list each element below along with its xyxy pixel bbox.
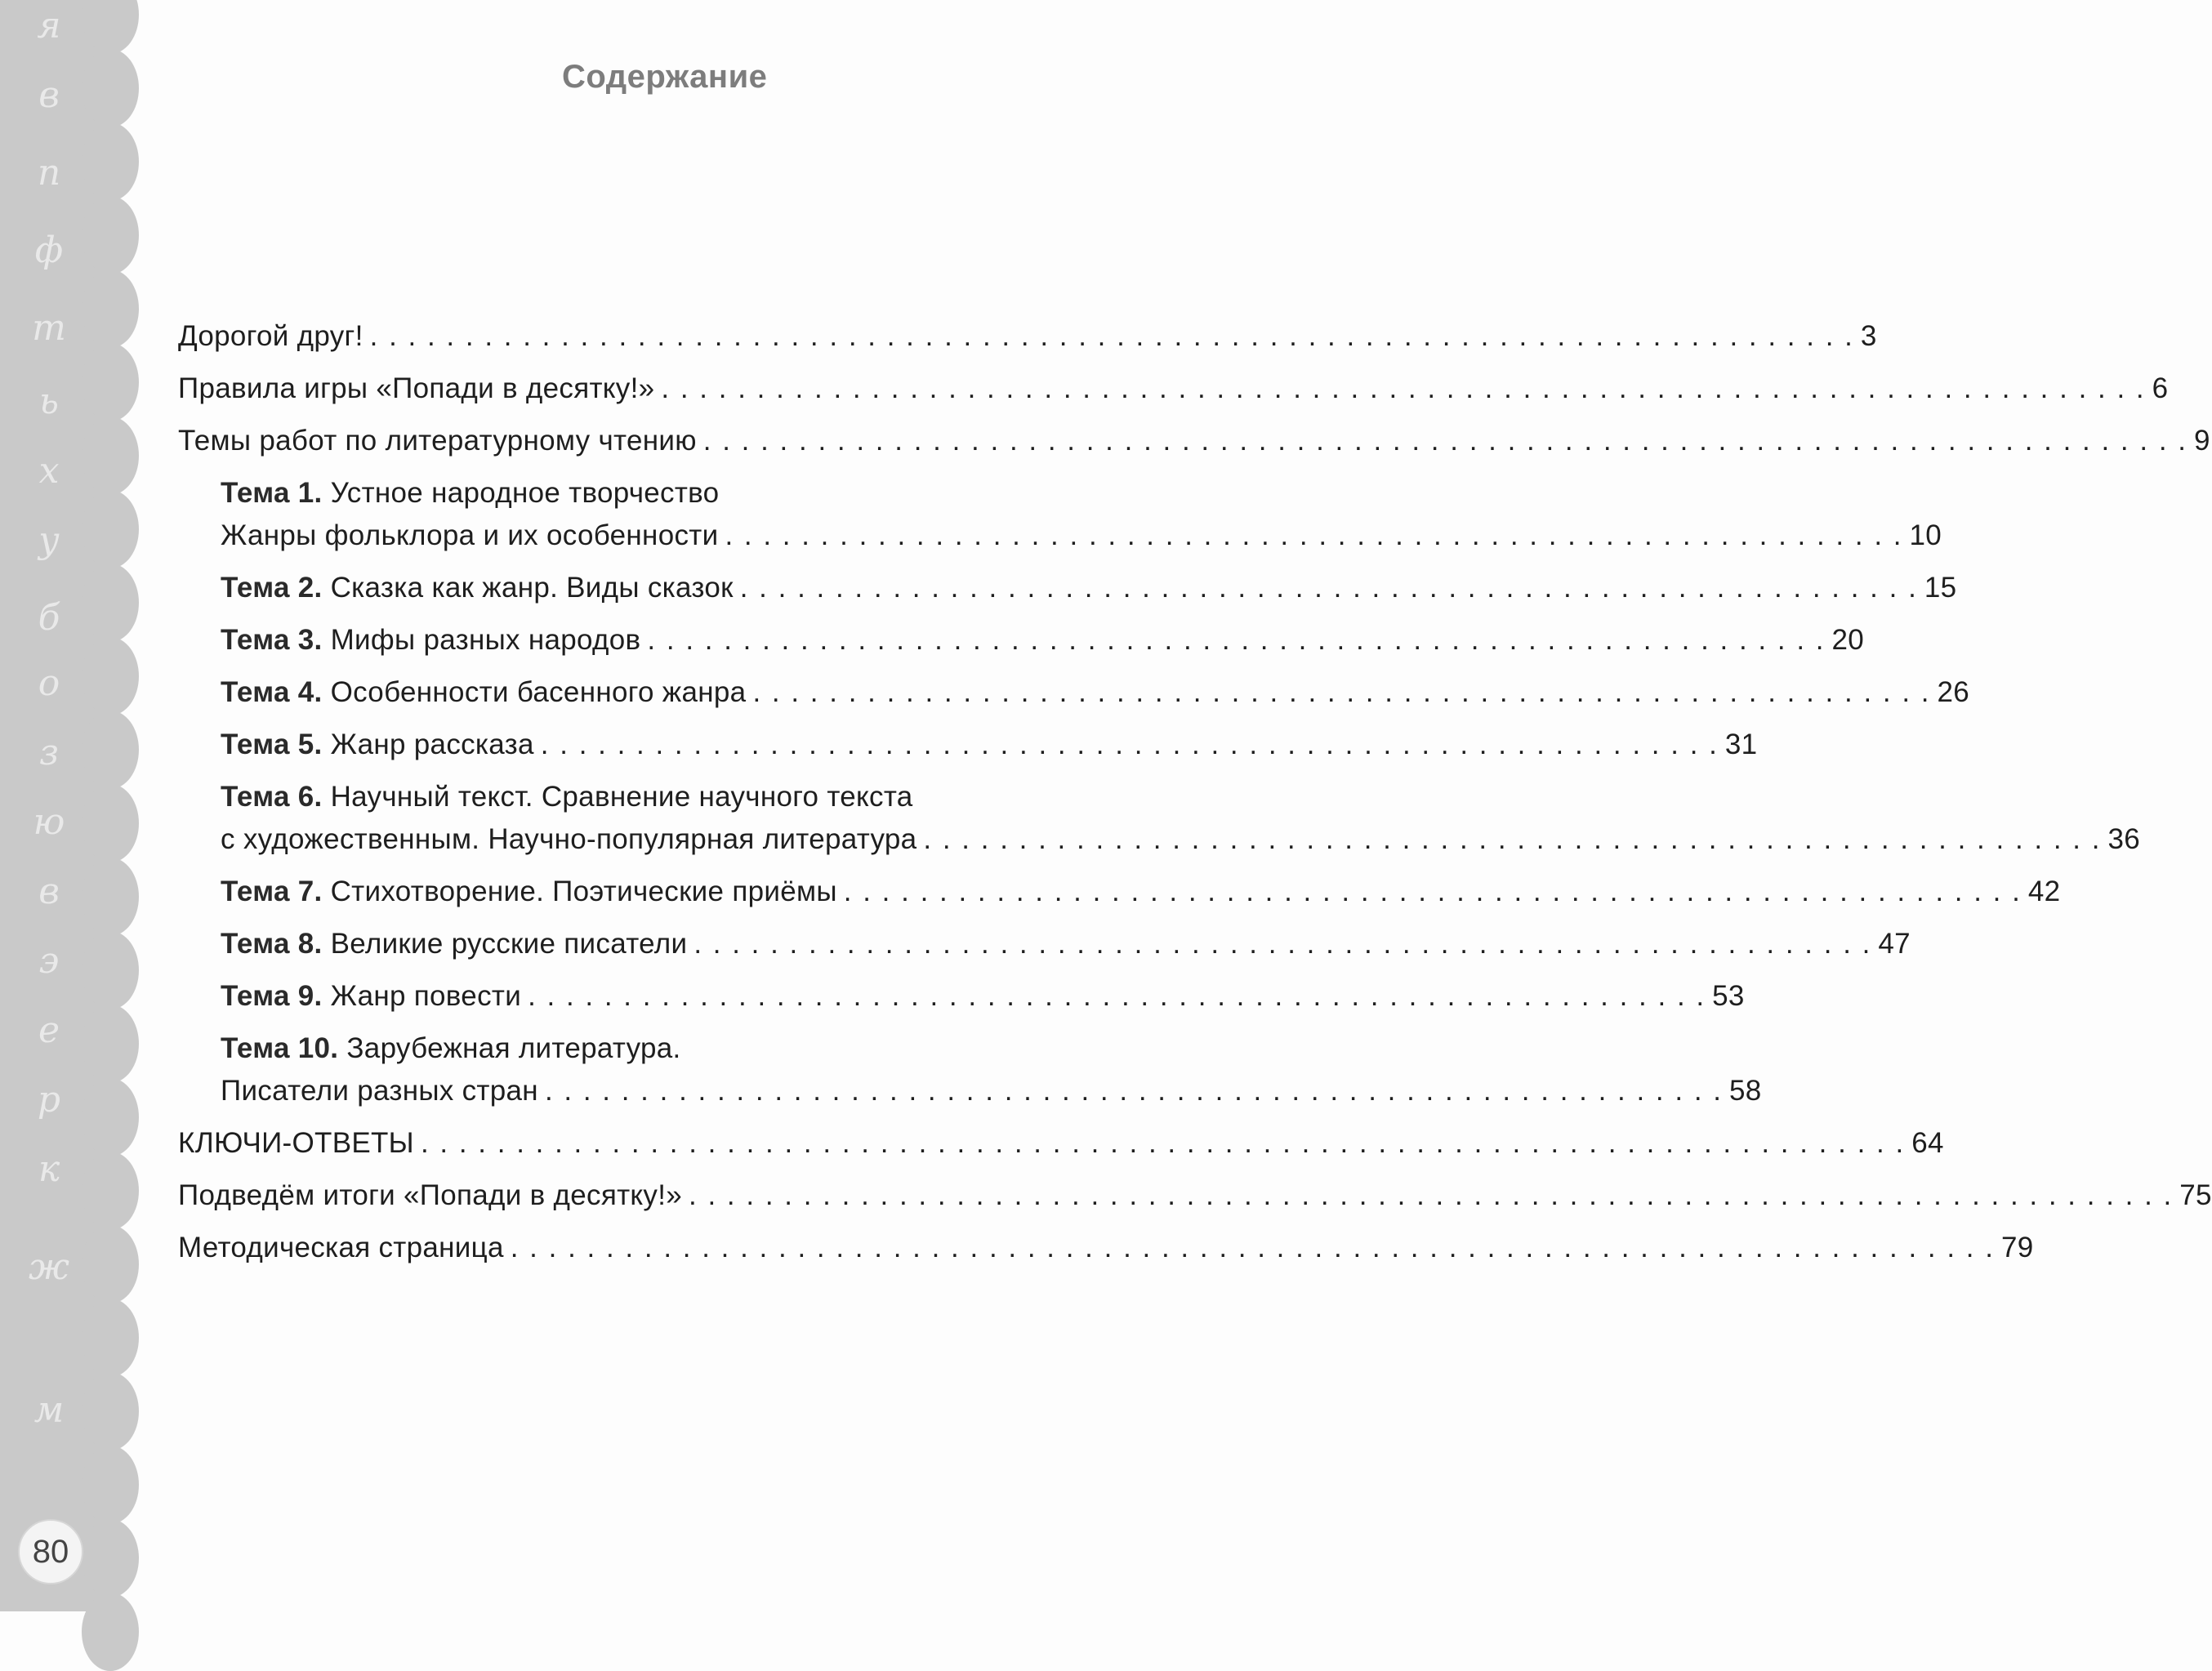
toc-topic-number: Тема 6.: [221, 781, 323, 813]
toc-topic-number: Тема 3.: [221, 624, 323, 656]
toc-leader-dots: . . . . . . . . . . . . . . . . . . . . . . . . . . . . . . . . . . . . . . . . . . . . . . . . . . . . . . . . . . . . . .: [540, 729, 1719, 760]
toc-entry-title: [221, 676, 746, 709]
toc-entry-title-text: Особенности басенного жанра: [330, 676, 747, 708]
sidebar-letter: я: [37, 5, 61, 47]
toc-entry: [221, 572, 1957, 604]
toc-entry-page: 6: [2152, 372, 2169, 404]
sidebar-letter: п: [37, 152, 61, 194]
toc-entry-title-text: Жанр рассказа: [330, 729, 534, 760]
toc-entry-title-cont: Жанры фольклора и их особенности: [221, 519, 719, 551]
toc-leader-dots: . . . . . . . . . . . . . . . . . . . . . . . . . . . . . . . . . . . . . . . . . . . . . . . . . . . . . . . . . . . . . .: [725, 519, 1903, 551]
toc-entry-page: 75: [2179, 1179, 2212, 1211]
toc-entry: [178, 372, 2169, 405]
toc-leader-dots: . . . . . . . . . . . . . . . . . . . . . . . . . . . . . . . . . . . . . . . . . . . . . . . . . . . . . . . . . . . . . .: [843, 876, 2022, 907]
toc-leader-dots: . . . . . . . . . . . . . . . . . . . . . . . . . . . . . . . . . . . . . . . . . . . . . . . . . . . . . . . . . . . . . .: [528, 980, 1706, 1012]
sidebar-letter: ж: [28, 1246, 69, 1288]
toc-entry-page: 53: [1712, 980, 1745, 1012]
sidebar-letter: р: [37, 1079, 61, 1121]
sidebar-letter: к: [38, 1148, 60, 1190]
toc-entry-title: Правила игры «Попади в десятку!»: [178, 372, 655, 404]
toc-entry: [178, 425, 2210, 457]
toc-entry-continuation: [221, 823, 2141, 856]
toc-topic-number: Тема 2.: [221, 572, 323, 604]
page-title: Содержание: [562, 59, 768, 95]
toc-entry-title: Научный текст. Сравнение научного текста: [330, 781, 913, 813]
sidebar-letter: м: [33, 1389, 65, 1431]
sidebar-letter: б: [38, 597, 60, 639]
toc-entry-title-text: Мифы разных народов: [330, 624, 641, 656]
toc-entry-continuation: [221, 1075, 1762, 1107]
toc-entry: [221, 928, 1911, 960]
toc-entry-page: 15: [1924, 572, 1957, 604]
toc-entry-page: 58: [1729, 1075, 1762, 1107]
sidebar-letter: х: [38, 450, 60, 492]
toc-entry-title-text: Жанр повести: [330, 980, 522, 1012]
toc-entry-title-text: Сказка как жанр. Виды сказок: [330, 572, 734, 604]
toc-entry: [221, 876, 2061, 908]
toc-entry: [178, 1232, 2034, 1264]
toc-leader-dots: . . . . . . . . . . . . . . . . . . . . . . . . . . . . . . . . . . . . . . . . . . . . . . . . . . . . . . . . . . . . . .: [647, 624, 1826, 656]
toc-entry-title-text: Великие русские писатели: [330, 928, 688, 960]
toc-entry-title: Устное народное творчество: [330, 477, 720, 509]
sidebar-letter: в: [38, 871, 60, 912]
toc-entry-page: 3: [1860, 320, 1877, 352]
toc-topic-number: Тема 4.: [221, 676, 323, 708]
toc-entry-page: 47: [1878, 928, 1911, 960]
sidebar-letter: ф: [34, 229, 64, 271]
toc-entry-page: 36: [2107, 823, 2141, 855]
toc-leader-dots: . . . . . . . . . . . . . . . . . . . . . . . . . . . . . . . . . . . . . . . . . . . . . . . . . . . . . . . . . . . . . . . . . . . . . . . . . . . . . .: [369, 320, 1854, 352]
sidebar-letter: ь: [39, 381, 59, 422]
toc-entry-title: КЛЮЧИ-ОТВЕТЫ: [178, 1127, 414, 1159]
sidebar-letter: о: [38, 662, 60, 704]
toc-topic-number: Тема 1.: [221, 477, 323, 509]
toc-entry-title: [221, 572, 734, 604]
sidebar-letter: е: [38, 1009, 60, 1051]
sidebar-letter: у: [38, 519, 60, 561]
toc-entry-title: [221, 928, 687, 960]
toc-entry-title-cont: с художественным. Научно-популярная литература: [221, 823, 917, 855]
toc-entry: [178, 1127, 1944, 1160]
toc-entry-page: 42: [2027, 876, 2061, 907]
toc-topic-number: Тема 5.: [221, 729, 323, 760]
toc-entry-title-text: Стихотворение. Поэтические приёмы: [330, 876, 837, 907]
sidebar-letter: ю: [33, 801, 65, 843]
toc-entry: [221, 624, 1865, 657]
toc-entry-page: 64: [1911, 1127, 1944, 1159]
toc-entry-page: 9: [2194, 425, 2210, 457]
toc-leader-dots: . . . . . . . . . . . . . . . . . . . . . . . . . . . . . . . . . . . . . . . . . . . . . . . . . . . . . . . . . . . . . .: [739, 572, 1918, 604]
toc-entry-title: [221, 980, 521, 1013]
toc-entry-title: Подведём итоги «Попади в десятку!»: [178, 1179, 683, 1211]
toc-leader-dots: . . . . . . . . . . . . . . . . . . . . . . . . . . . . . . . . . . . . . . . . . . . . . . . . . . . . . . . . . . . . . . . . . . . . . . . . . . . . . .: [702, 425, 2188, 457]
toc-entry-continuation: [221, 519, 1942, 552]
sidebar-letter: э: [38, 940, 60, 982]
toc-entry-page: 26: [1937, 676, 1970, 708]
page-number: 80: [18, 1519, 83, 1584]
toc-topic-number: Тема 8.: [221, 928, 323, 960]
toc-entry-page: 31: [1724, 729, 1758, 760]
toc-entry: [221, 477, 719, 510]
toc-leader-dots: . . . . . . . . . . . . . . . . . . . . . . . . . . . . . . . . . . . . . . . . . . . . . . . . . . . . . . . . . . . . . .: [544, 1075, 1724, 1107]
toc-entry-title-cont: Писатели разных стран: [221, 1075, 538, 1107]
toc-entry: [178, 1179, 2212, 1212]
toc-leader-dots: . . . . . . . . . . . . . . . . . . . . . . . . . . . . . . . . . . . . . . . . . . . . . . . . . . . . . . . . . . . . . . . . . . . . . . . . . . . . . .: [420, 1127, 1906, 1159]
toc-entry-page: 79: [2000, 1232, 2034, 1263]
toc-topic-number: Тема 10.: [221, 1032, 339, 1064]
toc-leader-dots: . . . . . . . . . . . . . . . . . . . . . . . . . . . . . . . . . . . . . . . . . . . . . . . . . . . . . . . . . . . . . .: [693, 928, 1872, 960]
toc-topic-number: Тема 9.: [221, 980, 323, 1012]
toc-leader-dots: . . . . . . . . . . . . . . . . . . . . . . . . . . . . . . . . . . . . . . . . . . . . . . . . . . . . . . . . . . . . . .: [923, 823, 2102, 855]
toc-entry: [178, 320, 1877, 353]
toc-leader-dots: . . . . . . . . . . . . . . . . . . . . . . . . . . . . . . . . . . . . . . . . . . . . . . . . . . . . . . . . . . . . . . . . . . . . . . . . . . . . . .: [689, 1179, 2174, 1211]
toc-entry-page: 20: [1831, 624, 1865, 656]
toc-leader-dots: . . . . . . . . . . . . . . . . . . . . . . . . . . . . . . . . . . . . . . . . . . . . . . . . . . . . . . . . . . . . . . . . . . . . . . . . . . . . . .: [661, 372, 2146, 404]
toc-entry: [221, 729, 1758, 761]
sidebar-letter: з: [39, 732, 59, 773]
toc-entry: [221, 1032, 681, 1065]
toc-entry-title: [221, 624, 640, 657]
toc-entry-title: Темы работ по литературному чтению: [178, 425, 697, 457]
toc-entry: [221, 781, 913, 813]
toc-entry-title: Дорогой друг!: [178, 320, 363, 352]
toc-entry-title: Методическая страница: [178, 1232, 504, 1263]
toc-entry: [221, 676, 1970, 709]
toc-entry: [221, 980, 1745, 1013]
toc-entry-page: 10: [1909, 519, 1942, 551]
toc-entry-title: [221, 876, 837, 908]
toc-entry-title: [221, 729, 534, 761]
toc-leader-dots: . . . . . . . . . . . . . . . . . . . . . . . . . . . . . . . . . . . . . . . . . . . . . . . . . . . . . . . . . . . . . . . . . . . . . . . . . . . . . .: [510, 1232, 1995, 1263]
sidebar-letter: в: [38, 74, 60, 116]
toc-entry-title: Зарубежная литература.: [346, 1032, 681, 1064]
toc-leader-dots: . . . . . . . . . . . . . . . . . . . . . . . . . . . . . . . . . . . . . . . . . . . . . . . . . . . . . . . . . . . . . .: [752, 676, 1931, 708]
sidebar-letter: т: [32, 307, 66, 349]
toc-topic-number: Тема 7.: [221, 876, 323, 907]
